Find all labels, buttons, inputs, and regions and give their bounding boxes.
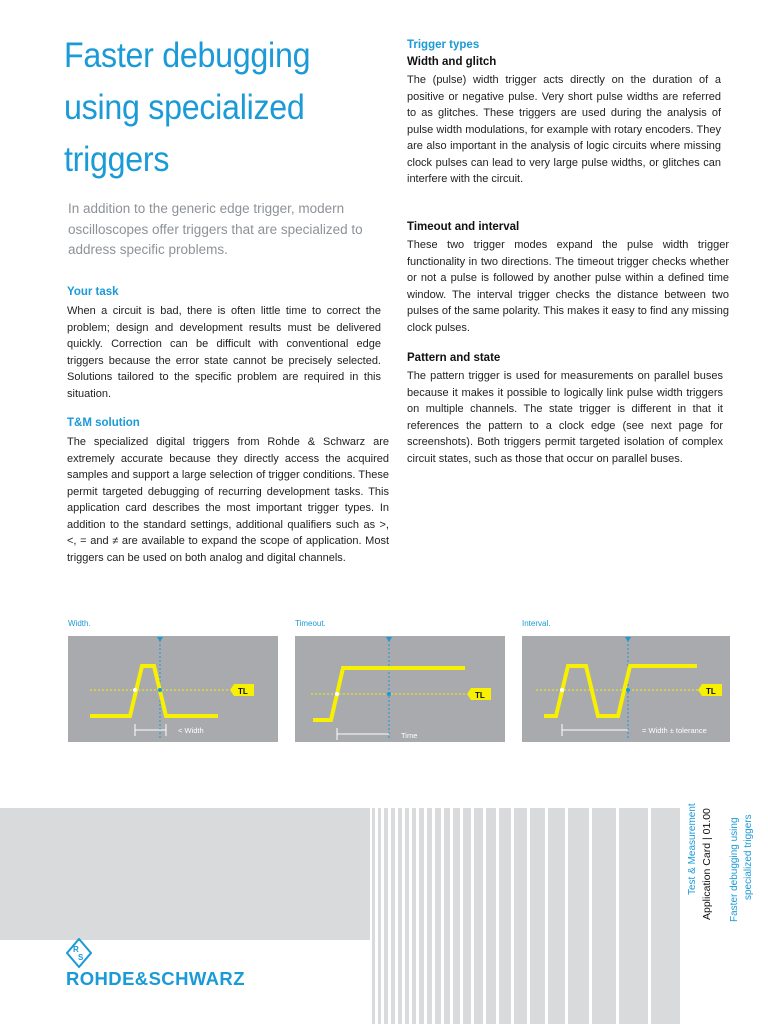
- width-trigger-diagram: [68, 636, 278, 742]
- width-glitch-text: The (pulse) width trigger acts directly on the duration of a positive or negative pulse. Very short pulse widths are referred to as glitches. These triggers are used during the analysis of pulse width modulations, for example with rotary encoders. They are also important in the analysis of logic circuits where missing clock pulses can lead to very large pulse widths, or glitches can interfere with the circuit.: [407, 74, 721, 185]
- tm-solution-text: The specialized digital triggers from Rohde & Schwarz are extremely accurate because they directly access the acquired samples and support a large selection of trigger conditions. These permit targeted debugging of recurring development tasks. This application card describes the most important trigger types. In addition to the standard settings, additional qualifiers such as >, <, = and ≠ are available to expand the scope of application. Most triggers can be used on both analog and digital channels.: [67, 436, 389, 564]
- page-title: [64, 30, 358, 186]
- footer-title-line-1: Faster debugging using: [729, 817, 740, 922]
- rohde-schwarz-logo-icon: [66, 938, 92, 968]
- pattern-state-heading: Pattern and state: [407, 352, 501, 364]
- svg-text:S: S: [78, 953, 84, 962]
- trigger-marker-icon: [386, 637, 392, 642]
- pattern-state-text: The pattern trigger is used for measurements on parallel buses because it makes it possible to logically link pulse width triggers on multiple channels. The state trigger is different in that it references the pattern to a clock edge (see next page for screenshots). Both triggers permit targeted isolation of complex circuit states, such as those that occur on parallel buses.: [407, 370, 723, 465]
- tl-label: TL: [706, 687, 716, 696]
- intro-paragraph: In addition to the generic edge trigger, modern oscilloscopes offer triggers that are specialized to address specific problems.: [68, 201, 363, 257]
- your-task-text: When a circuit is bad, there is often little time to correct the problem; design and development results must be delivered quickly. Correction can be difficult with conventional edge triggers because the error state cannot be precisely selected. Solutions tailored to the specific problem are required in this situation.: [67, 305, 381, 400]
- footer-doc-type: Application Card | 01.00: [701, 808, 713, 920]
- footer-band: [0, 808, 768, 1024]
- width-label: < Width: [178, 726, 204, 735]
- pulse-signal: [544, 666, 697, 716]
- footer-category: Test & Measurement: [687, 803, 698, 895]
- title-line-1: Faster debugging: [64, 36, 311, 75]
- crossing-point-start: [133, 688, 137, 692]
- interval-trigger-diagram: [522, 636, 730, 742]
- interval-label: = Width ± tolerance: [642, 726, 707, 735]
- tl-label: TL: [475, 691, 485, 700]
- crossing-point-trigger: [158, 688, 162, 692]
- crossing-point-start: [560, 688, 564, 692]
- crossing-point-trigger: [626, 688, 630, 692]
- trigger-marker-icon: [625, 637, 631, 642]
- timeout-interval-heading: Timeout and interval: [407, 221, 520, 233]
- timeout-figure-caption: Timeout.: [295, 619, 326, 628]
- tl-label: TL: [238, 687, 248, 696]
- tm-solution-heading: T&M solution: [67, 417, 140, 429]
- your-task-heading: Your task: [67, 286, 119, 298]
- footer-title-line-2: specialized triggers: [743, 814, 754, 900]
- crossing-point-trigger: [387, 692, 391, 696]
- interval-figure-caption: Interval.: [522, 619, 551, 628]
- svg-text:R: R: [73, 945, 79, 954]
- crossing-point-start: [335, 692, 339, 696]
- width-figure-caption: Width.: [68, 619, 91, 628]
- width-glitch-heading: Width and glitch: [407, 56, 497, 68]
- trigger-types-heading: Trigger types: [407, 39, 480, 51]
- time-label: Time: [401, 731, 418, 740]
- footer-stripes: [0, 808, 768, 1024]
- trigger-marker-icon: [157, 637, 163, 642]
- timeout-trigger-diagram: [295, 636, 505, 742]
- brand-wordmark: ROHDE&SCHWARZ: [66, 968, 245, 989]
- title-line-2: using specialized: [64, 88, 305, 127]
- timeout-interval-text: These two trigger modes expand the pulse width trigger functionality in two directions. The timeout trigger checks whether or not a pulse is followed by another pulse within a defined time window. The interval trigger checks the distance between two pulses of the same polarity. This makes it easy to find any missing clock pulses.: [407, 239, 729, 334]
- title-line-3: triggers: [64, 140, 170, 179]
- pulse-signal: [90, 666, 218, 716]
